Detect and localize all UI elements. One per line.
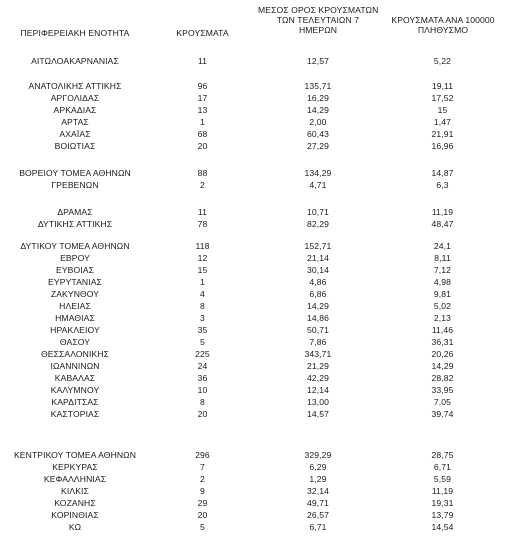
cases-cell: 10 xyxy=(197,385,208,395)
average-cell: 27,29 xyxy=(306,141,329,151)
header-line: ΜΕΣΟΣ ΟΡΟΣ ΚΡΟΥΣΜΑΤΩΝ xyxy=(258,5,379,15)
cases-cell: 20 xyxy=(197,510,208,520)
region-cell: ΖΑΚΥΝΘΟΥ xyxy=(50,289,100,299)
cases-cell: 68 xyxy=(197,129,208,139)
per-100000-cell: 39,74 xyxy=(431,409,454,419)
table-row xyxy=(0,252,508,264)
average-cell: 4,86 xyxy=(309,277,327,287)
table-row xyxy=(0,206,508,218)
cases-cell: 1 xyxy=(200,117,205,127)
cases-cell: 5 xyxy=(200,522,205,532)
cases-cell: 11 xyxy=(197,56,208,66)
header-line: ΤΩΝ ΤΕΛΕΥΤΑΙΩΝ 7 xyxy=(276,15,360,25)
table-row xyxy=(0,80,508,92)
region-cell: ΚΙΛΚΙΣ xyxy=(61,486,89,496)
region-cell: ΚΩ xyxy=(68,522,82,532)
table-row xyxy=(0,218,508,230)
average-cell: 32,14 xyxy=(306,486,329,496)
region-cell: ΒΟΡΕΙΟΥ ΤΟΜΕΑ ΑΘΗΝΩΝ xyxy=(19,168,131,178)
region-cell: ΚΟΖΑΝΗΣ xyxy=(54,498,96,508)
region-cell: ΑΡΚΑΔΙΑΣ xyxy=(53,105,97,115)
average-cell: 50,71 xyxy=(306,325,329,335)
region-cell: ΚΕΝΤΡΙΚΟΥ ΤΟΜΕΑ ΑΘΗΝΩΝ xyxy=(13,450,137,460)
per-100000-cell: 7,12 xyxy=(433,265,452,275)
per-100000-cell: 17,52 xyxy=(431,93,454,103)
region-cell: ΙΩΑΝΝΙΝΩΝ xyxy=(50,361,100,371)
per-100000-cell: 2,13 xyxy=(433,313,452,323)
cases-cell: 78 xyxy=(197,219,208,229)
region-cell: ΕΒΡΟΥ xyxy=(60,253,90,263)
average-cell: 49,71 xyxy=(306,498,329,508)
region-cell: ΘΕΣΣΑΛΟΝΙΚΗΣ xyxy=(40,349,110,359)
per-100000-cell: 33,95 xyxy=(431,385,454,395)
per-100000-cell: 14,29 xyxy=(431,361,454,371)
table-row xyxy=(0,179,508,191)
cases-cell: 20 xyxy=(197,141,208,151)
per-100000-cell: 6,71 xyxy=(433,462,452,472)
region-cell: ΚΑΣΤΟΡΙΑΣ xyxy=(50,409,100,419)
per-100000-cell: 1,47 xyxy=(433,117,452,127)
table-row xyxy=(0,276,508,288)
region-cell: ΓΡΕΒΕΝΩΝ xyxy=(51,180,99,190)
table-row xyxy=(0,497,508,509)
table-row xyxy=(0,300,508,312)
average-cell: 21,14 xyxy=(306,253,329,263)
table-row xyxy=(0,104,508,116)
per-100000-cell: 20,26 xyxy=(431,349,454,359)
region-cell: ΔΡΑΜΑΣ xyxy=(57,207,93,217)
per-100000-cell: 11,46 xyxy=(431,325,454,335)
per-100000-cell: 5,22 xyxy=(433,56,452,66)
table-row xyxy=(0,140,508,152)
table-row xyxy=(0,360,508,372)
per-100000-cell: 13,79 xyxy=(431,510,454,520)
per-100000-cell: 36,31 xyxy=(431,337,454,347)
per-100000-cell: 19,11 xyxy=(431,81,454,91)
cases-cell: 4 xyxy=(200,289,205,299)
cases-cell: 13 xyxy=(197,105,208,115)
region-cell: ΔΥΤΙΚΟΥ ΤΟΜΕΑ ΑΘΗΝΩΝ xyxy=(20,241,130,251)
table-row xyxy=(0,55,508,67)
cases-cell: 296 xyxy=(195,450,210,460)
table-row xyxy=(0,408,508,420)
cases-cell: 29 xyxy=(197,498,208,508)
table-row xyxy=(0,473,508,485)
average-cell: 21,29 xyxy=(306,361,329,371)
per-100000-cell: 8,11 xyxy=(434,253,451,263)
average-cell: 2,00 xyxy=(309,117,327,127)
header-region xyxy=(0,28,150,38)
per-100000-cell: 28,82 xyxy=(431,373,454,383)
region-cell: ΚΑΛΥΜΝΟΥ xyxy=(50,385,100,395)
per-100000-cell: 11,19 xyxy=(431,207,454,217)
per-100000-cell: 11,19 xyxy=(431,486,454,496)
average-cell: 42,29 xyxy=(306,373,329,383)
table-row xyxy=(0,116,508,128)
per-100000-cell: 15 xyxy=(437,105,448,115)
average-cell: 6,86 xyxy=(309,289,327,299)
cases-cell: 96 xyxy=(197,81,208,91)
region-cell: ΚΟΡΙΝΘΙΑΣ xyxy=(51,510,99,520)
average-cell: 12,14 xyxy=(306,385,329,395)
cases-cell: 2 xyxy=(200,180,205,190)
cases-cell: 88 xyxy=(197,168,208,178)
table-row xyxy=(0,336,508,348)
region-cell: ΘΑΣΟΥ xyxy=(59,337,91,347)
cases-cell: 35 xyxy=(197,325,208,335)
table-row xyxy=(0,449,508,461)
region-cell: ΕΥΡΥΤΑΝΙΑΣ xyxy=(48,277,102,287)
cases-cell: 8 xyxy=(200,397,205,407)
average-cell: 12,57 xyxy=(306,56,329,66)
header-line: ΚΡΟΥΣΜΑΤΑ ΑΝΑ 100000 xyxy=(391,15,495,25)
average-cell: 13,00 xyxy=(306,397,329,407)
cases-cell: 118 xyxy=(195,241,210,251)
region-cell: ΑΧΑΪΑΣ xyxy=(59,129,91,139)
table-row xyxy=(0,92,508,104)
header-line: ΠΛΗΘΥΣΜΟ xyxy=(417,25,469,35)
table-row xyxy=(0,348,508,360)
region-cell: ΗΡΑΚΛΕΙΟΥ xyxy=(50,325,100,335)
cases-cell: 7 xyxy=(200,462,205,472)
average-cell: 14,29 xyxy=(306,105,329,115)
region-cell: ΑΡΓΟΛΙΔΑΣ xyxy=(50,93,100,103)
header-cases-per-100000 xyxy=(383,15,503,35)
average-cell: 7,86 xyxy=(309,337,327,347)
region-cell: ΚΕΡΚΥΡΑΣ xyxy=(52,462,98,472)
table-row xyxy=(0,509,508,521)
per-100000-cell: 6,3 xyxy=(436,180,449,190)
cases-cell: 225 xyxy=(195,349,210,359)
average-cell: 134,29 xyxy=(304,168,332,178)
average-cell: 16,29 xyxy=(306,93,329,103)
per-100000-cell: 16,96 xyxy=(431,141,454,151)
region-cell: ΒΟΙΩΤΙΑΣ xyxy=(54,141,96,151)
average-cell: 343,71 xyxy=(304,349,332,359)
cases-cell: 12 xyxy=(197,253,208,263)
cases-cell: 24 xyxy=(197,361,208,371)
table-row xyxy=(0,372,508,384)
cases-cell: 9 xyxy=(200,486,205,496)
cases-cell: 3 xyxy=(200,313,205,323)
header-seven-day-average xyxy=(258,5,378,35)
table-row xyxy=(0,485,508,497)
region-cell: ΗΜΑΘΙΑΣ xyxy=(55,313,95,323)
per-100000-cell: 5,59 xyxy=(433,474,452,484)
region-cell: ΚΑΡΔΙΤΣΑΣ xyxy=(51,397,99,407)
per-100000-cell: 7,05 xyxy=(433,397,452,407)
cases-cell: 1 xyxy=(200,277,205,287)
header-line: ΠΕΡΙΦΕΡΕΙΑΚΗ ΕΝΟΤΗΤΑ xyxy=(20,28,130,38)
table-row xyxy=(0,396,508,408)
table-row xyxy=(0,521,508,533)
per-100000-cell: 24,1 xyxy=(433,241,452,251)
average-cell: 152,71 xyxy=(304,241,332,251)
table-header xyxy=(0,0,508,40)
region-cell: ΑΙΤΩΛΟΑΚΑΡΝΑΝΙΑΣ xyxy=(31,56,119,66)
average-cell: 6,71 xyxy=(309,522,327,532)
region-cell: ΑΝΑΤΟΛΙΚΗΣ ΑΤΤΙΚΗΣ xyxy=(28,81,122,91)
table-row xyxy=(0,240,508,252)
cases-cell: 17 xyxy=(197,93,208,103)
cases-cell: 20 xyxy=(197,409,208,419)
cases-cell: 8 xyxy=(200,301,205,311)
header-cases xyxy=(155,28,250,38)
average-cell: 329,29 xyxy=(304,450,332,460)
per-100000-cell: 19,31 xyxy=(431,498,454,508)
average-cell: 1,29 xyxy=(309,474,327,484)
average-cell: 14,29 xyxy=(306,301,329,311)
table-row xyxy=(0,167,508,179)
table-row xyxy=(0,288,508,300)
per-100000-cell: 9,81 xyxy=(433,289,452,299)
average-cell: 10,71 xyxy=(306,207,329,217)
region-cell: ΔΥΤΙΚΗΣ ΑΤΤΙΚΗΣ xyxy=(37,219,113,229)
table-row xyxy=(0,461,508,473)
table-row xyxy=(0,324,508,336)
cases-cell: 5 xyxy=(200,337,205,347)
average-cell: 82,29 xyxy=(306,219,329,229)
region-cell: ΚΑΒΑΛΑΣ xyxy=(54,373,96,383)
table-row xyxy=(0,312,508,324)
average-cell: 26,57 xyxy=(306,510,329,520)
per-100000-cell: 14,87 xyxy=(431,168,454,178)
region-cell: ΑΡΤΑΣ xyxy=(61,117,89,127)
per-100000-cell: 28,75 xyxy=(431,450,454,460)
cases-cell: 11 xyxy=(197,207,208,217)
table-row xyxy=(0,384,508,396)
cases-cell: 36 xyxy=(197,373,208,383)
per-100000-cell: 21,91 xyxy=(431,129,454,139)
region-cell: ΗΛΕΙΑΣ xyxy=(59,301,91,311)
header-line: ΚΡΟΥΣΜΑΤΑ xyxy=(176,28,229,38)
header-line: ΗΜΕΡΩΝ xyxy=(298,25,338,35)
per-100000-cell: 5,02 xyxy=(433,301,452,311)
per-100000-cell: 4,98 xyxy=(433,277,452,287)
average-cell: 135,71 xyxy=(304,81,332,91)
cases-cell: 2 xyxy=(200,474,205,484)
average-cell: 14,86 xyxy=(306,313,329,323)
table-row xyxy=(0,128,508,140)
table-row xyxy=(0,264,508,276)
region-cell: ΚΕΦΑΛΛΗΝΙΑΣ xyxy=(43,474,107,484)
cases-cell: 15 xyxy=(197,265,208,275)
average-cell: 30,14 xyxy=(306,265,329,275)
region-cell: ΕΥΒΟΙΑΣ xyxy=(55,265,94,275)
per-100000-cell: 14,54 xyxy=(431,522,454,532)
average-cell: 6,29 xyxy=(309,462,327,472)
average-cell: 14,57 xyxy=(306,409,329,419)
average-cell: 4,71 xyxy=(309,180,327,190)
average-cell: 60,43 xyxy=(306,129,329,139)
per-100000-cell: 48,47 xyxy=(431,219,454,229)
